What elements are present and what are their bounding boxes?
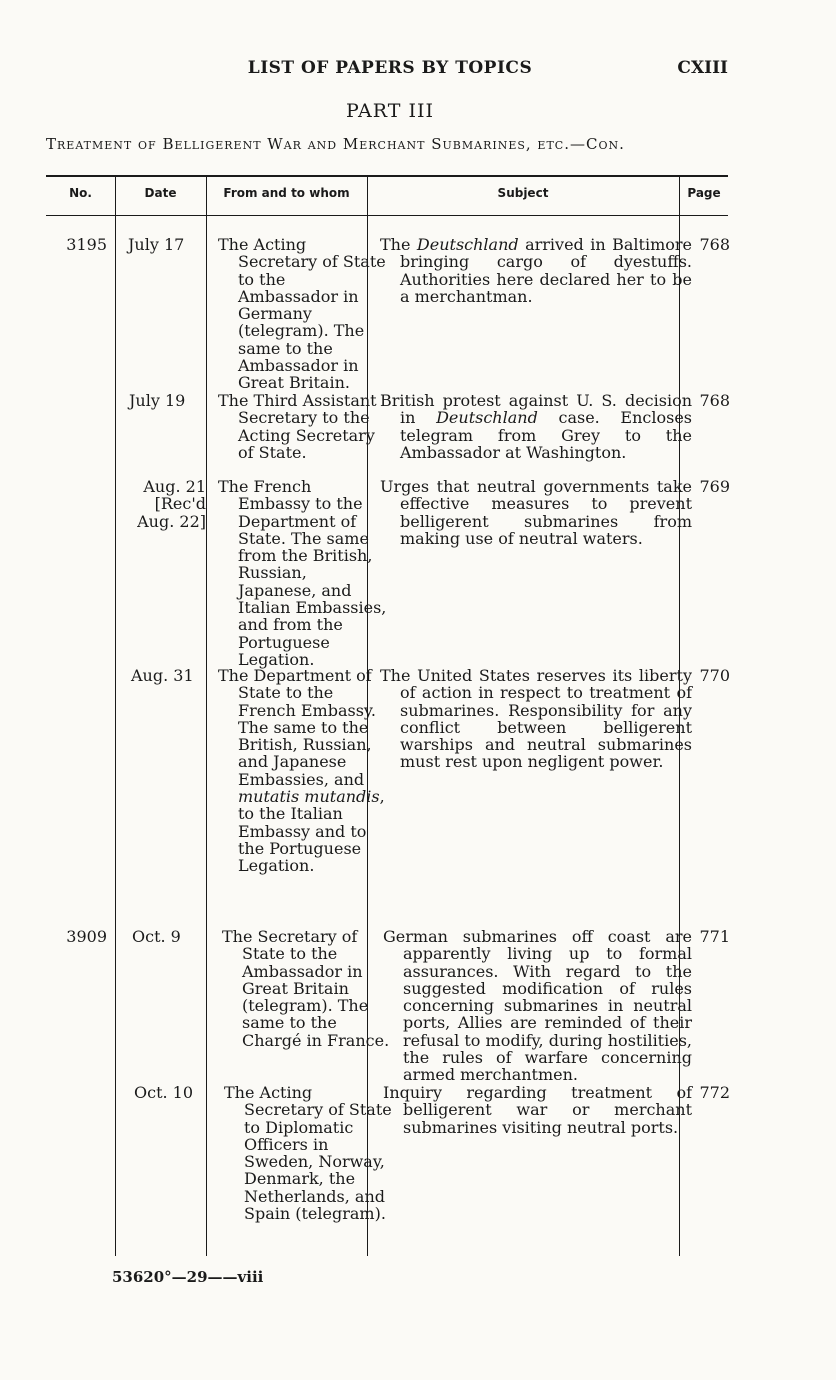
row-page: 769 <box>699 477 730 496</box>
row-number: 3909 <box>66 927 107 946</box>
column-header-date: Date <box>144 186 177 200</box>
table-top-rule <box>46 175 728 177</box>
column-header-page: Page <box>687 186 721 200</box>
row-page: 768 <box>699 391 730 410</box>
row-date: Aug. 21 [Rec'd Aug. 22] <box>137 477 206 531</box>
row-subject: German submarines off coast are apparently living up to formal assurances. With regard to the suggested modification of rules concerning submarines in neutral ports, Allies are reminded of their refusal to modify, during hostilities, the rules of warfare concerning armed merchantmen. <box>383 927 692 1085</box>
row-from-to: The Acting Secretary of State to the Ambassador in Germany (telegram). The same to the Ambassador in Great Britain. <box>218 235 386 393</box>
row-date: July 17 <box>128 235 185 254</box>
column-divider <box>115 176 116 1256</box>
row-from-to: The Acting Secretary of State to Diplomatic Officers in Sweden, Norway, Denmark, the Netherlands, and Spain (telegram). <box>224 1083 392 1224</box>
section-subtitle: Treatment of Belligerent War and Merchant Submarines, etc.—Con. <box>46 135 625 153</box>
column-header-no: No. <box>69 186 92 200</box>
row-from-to: The Third Assistant Secretary to the Acting Secretary of State. <box>218 391 377 462</box>
row-number: 3195 <box>66 235 107 254</box>
running-title: LIST OF PAPERS BY TOPICS <box>247 58 533 78</box>
row-page: 772 <box>699 1083 730 1102</box>
row-date: July 19 <box>129 391 186 410</box>
row-date: Oct. 10 <box>134 1083 194 1102</box>
row-from-to: The Department of State to the French Embassy. The same to the British, Russian, and Japanese Embassies, and mutatis mutandis, to the Italian Embassy and to the Portuguese Legation. <box>218 666 385 876</box>
column-header-from: From and to whom <box>223 186 350 200</box>
row-from-to: The French Embassy to the Department of State. The same from the British, Russian, Japanese, and Italian Embassies, and from the Portuguese Legation. <box>218 477 387 669</box>
column-header-subject: Subject <box>497 186 549 200</box>
table-header-rule <box>46 215 728 216</box>
print-job-footer: 53620°—29——viii <box>112 1268 264 1286</box>
row-subject: Inquiry regarding treatment of belligerent war or merchant submarines visiting neutral ports. <box>383 1083 692 1137</box>
roman-page-number: CXIII <box>677 58 728 78</box>
row-subject: British protest against U. S. decision in Deutschland case. Encloses telegram from Grey to the Ambassador at Washington. <box>380 391 692 462</box>
row-date: Oct. 9 <box>132 927 181 946</box>
row-subject: The United States reserves its liberty of action in respect to treatment of submarines. Responsibility for any conflict between belligerent warships and neutral submarines must rest upon negligent power. <box>380 666 692 772</box>
row-subject: The Deutschland arrived in Baltimore bringing cargo of dyestuffs. Authorities here declared her to be a merchantman. <box>380 235 693 306</box>
row-page: 768 <box>699 235 730 254</box>
row-date: Aug. 31 <box>131 666 194 685</box>
running-header <box>0 58 836 84</box>
row-subject: Urges that neutral governments take effective measures to prevent belligerent submarines from making use of neutral waters. <box>380 477 692 548</box>
row-from-to: The Secretary of State to the Ambassador in Great Britain (telegram). The same to the Chargé in France. <box>222 927 390 1050</box>
row-page: 771 <box>699 927 730 946</box>
row-page: 770 <box>699 666 730 685</box>
part-heading: PART III <box>346 100 434 122</box>
